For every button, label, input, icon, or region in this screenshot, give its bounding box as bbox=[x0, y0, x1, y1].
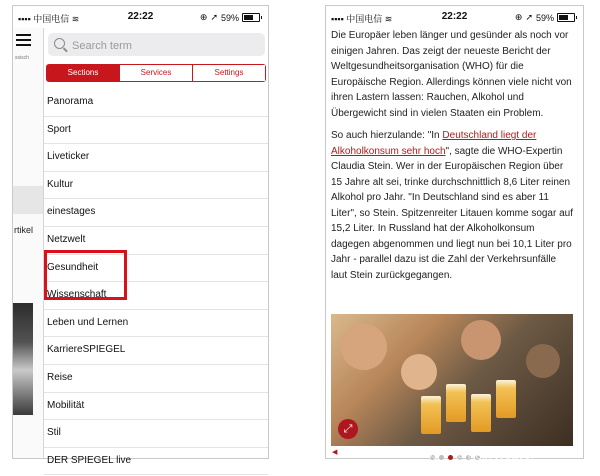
section-item-gesundheit[interactable]: Gesundheit bbox=[44, 255, 268, 283]
search-icon bbox=[54, 38, 65, 49]
battery-icon bbox=[242, 13, 260, 22]
section-item-panorama[interactable]: Panorama bbox=[44, 89, 268, 117]
orientation-lock-icon: ⊕ bbox=[514, 12, 523, 22]
article-photo[interactable] bbox=[331, 314, 573, 446]
location-icon: ➚ bbox=[525, 12, 533, 22]
wifi-icon: ≋ bbox=[71, 14, 80, 24]
section-item-reise[interactable]: Reise bbox=[44, 365, 268, 393]
expand-icon[interactable]: ⤢ bbox=[338, 419, 358, 439]
navigation-drawer bbox=[43, 28, 268, 466]
photo-person-4 bbox=[526, 344, 560, 378]
highlight-annotation-box bbox=[44, 250, 127, 300]
photo-person-2 bbox=[461, 320, 501, 360]
section-item-sport[interactable]: Sport bbox=[44, 117, 268, 145]
beer-glass bbox=[446, 384, 466, 422]
location-icon: ➚ bbox=[210, 12, 218, 22]
article-link[interactable]: Deutschland liegt der Alkoholkonsum sehr hoch bbox=[331, 130, 537, 157]
signal-icon: ▪▪▪▪ bbox=[18, 14, 34, 24]
beer-glass bbox=[496, 380, 516, 418]
clock: 22:22 bbox=[441, 11, 468, 22]
orientation-lock-icon: ⊕ bbox=[199, 12, 208, 22]
section-item-stil[interactable]: Stil bbox=[44, 420, 268, 448]
carrier-label: ▪▪▪▪ 中国电信 ≋ bbox=[18, 14, 80, 24]
wifi-icon: ≋ bbox=[384, 14, 393, 24]
battery-percent: 59% bbox=[535, 12, 554, 23]
background-page bbox=[13, 28, 43, 458]
section-item-mobilitaet[interactable]: Mobilität bbox=[44, 393, 268, 421]
clock: 22:22 bbox=[127, 11, 154, 22]
hamburger-menu-icon[interactable] bbox=[16, 34, 31, 49]
beer-glass bbox=[421, 396, 441, 434]
photo-person-3 bbox=[401, 354, 437, 390]
right-phone-screenshot bbox=[325, 5, 584, 459]
section-item-netzwelt[interactable]: Netzwelt bbox=[44, 227, 268, 255]
background-tag: ssisch bbox=[15, 55, 29, 61]
search-box[interactable] bbox=[48, 33, 265, 56]
status-bar bbox=[326, 6, 583, 28]
section-item-leben-und-lernen[interactable]: Leben und Lernen bbox=[44, 310, 268, 338]
section-item-der-spiegel-live[interactable]: DER SPIEGEL live bbox=[44, 448, 268, 476]
battery-percent: 59% bbox=[220, 12, 239, 23]
left-phone-screenshot bbox=[12, 5, 269, 466]
search-input[interactable] bbox=[70, 36, 254, 55]
article-body bbox=[331, 28, 575, 290]
gallery-prev-icon[interactable]: ◀ bbox=[332, 449, 338, 456]
watermark: 知乎 @KellyWeaver bbox=[428, 448, 535, 462]
section-item-wissenschaft[interactable]: Wissenschaft bbox=[44, 282, 268, 310]
tab-services[interactable]: Services bbox=[120, 65, 193, 81]
background-band bbox=[13, 186, 43, 214]
background-photo bbox=[13, 303, 33, 415]
signal-icon: ▪▪▪▪ bbox=[331, 14, 347, 24]
section-item-karrierespiegel[interactable]: KarriereSPIEGEL bbox=[44, 337, 268, 365]
section-item-einestages[interactable]: einestages bbox=[44, 199, 268, 227]
segmented-tabs bbox=[46, 64, 266, 82]
background-text-fragment: rtikel bbox=[14, 225, 34, 235]
battery-icon bbox=[557, 13, 575, 22]
section-item-liveticker[interactable]: Liveticker bbox=[44, 144, 268, 172]
tab-sections[interactable]: Sections bbox=[47, 65, 120, 81]
article-paragraph-2: So auch hierzulande: "In Deutschland liegt der Alkoholkonsum sehr hoch", sagte die WHO-Expertin Claudia Stein. Wer in der Europäischen Region über 15 Jahre alt sei, trinke durchschnittlich 8,6 Liter reinen Alkohol pro Jahr. "In Deutschland sind es aber 11 Liter", so Stein. Spitzenreiter Litauen komme sogar auf 15,2 Liter. In Russland hat der Alkoholkonsum dagegen abgenommen und liegt nun bei 10,1 Liter pro Jahr - parallel dazu ist die Zahl der Verkehrsunfälle laut Stein zurückgegangen. bbox=[331, 130, 574, 281]
status-right bbox=[200, 12, 262, 23]
status-right bbox=[515, 12, 577, 23]
carrier-label: ▪▪▪▪ 中国电信 ≋ bbox=[331, 14, 393, 24]
tab-settings[interactable]: Settings bbox=[193, 65, 265, 81]
section-item-kultur[interactable]: Kultur bbox=[44, 172, 268, 200]
beer-glass bbox=[471, 394, 491, 432]
article-paragraph-1: Die Europäer leben länger und gesünder als noch vor einigen Jahren. Das zeigt der neueste Bericht der Weltgesundheitsorganisation (WHO) für die Europäische Region. Allerdings können viele nicht von ihren Lastern lassen: Rauchen, Alkohol und Übergewicht sind in vielen Staaten ein Problem. bbox=[331, 30, 572, 119]
status-bar bbox=[13, 6, 268, 28]
photo-person-1 bbox=[341, 324, 387, 370]
